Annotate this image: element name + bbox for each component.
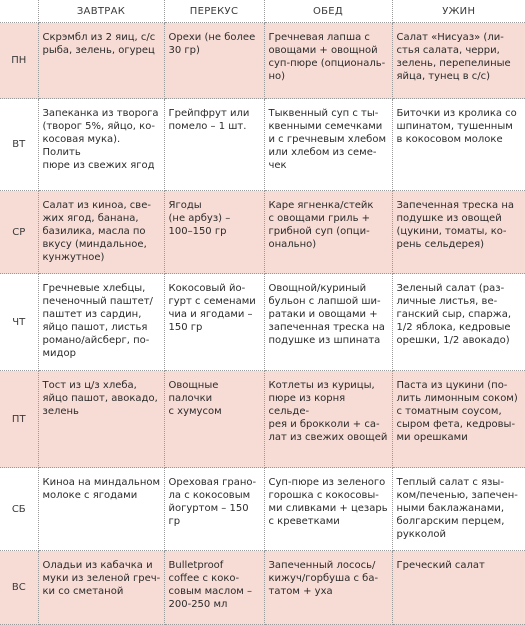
- header-row: [0, 0, 525, 23]
- dinner-text: Салат «Нисуаз» (ли- стья салата, черри, зелень, перепелиные яйца, тунец в с/с): [393, 23, 525, 87]
- breakfast-cell: [38, 274, 164, 371]
- breakfast-text: Запеканка из творога (творог 5%, яйцо, ко- косовая мука). Полить пюре из свежих ягод: [39, 99, 164, 176]
- day-label: ВТ: [0, 99, 38, 191]
- header-dinner: УЖИН: [392, 0, 525, 23]
- header-day: [0, 0, 38, 23]
- day-label: СР: [0, 191, 38, 274]
- breakfast-text: Скрэмбл из 2 яиц, с/с рыба, зелень, огурец: [39, 23, 164, 61]
- lunch-text: Котлеты из курицы, пюре из корня сельде- рея и брокколи + са- лат из свежих овощей: [265, 371, 392, 448]
- dinner-cell: [392, 551, 525, 625]
- day-label: ПН: [0, 23, 38, 99]
- day-row-sun: [0, 551, 525, 625]
- lunch-text: Каре ягненка/стейк с овощами гриль + грибной суп (опци- онально): [265, 191, 392, 255]
- snack-cell: [164, 274, 264, 371]
- lunch-cell: [264, 371, 392, 468]
- lunch-cell: [264, 468, 392, 551]
- header-snack: ПЕРЕКУС: [164, 0, 264, 23]
- breakfast-cell: [38, 468, 164, 551]
- lunch-cell: [264, 274, 392, 371]
- dinner-cell: [392, 371, 525, 468]
- dinner-text: Зеленый салат (раз- личные листья, ве- ганский сыр, спаржа, 1/2 яблока, кедровые орешки, 1/2 авокадо): [393, 274, 525, 351]
- lunch-cell: [264, 99, 392, 191]
- snack-cell: [164, 371, 264, 468]
- day-label: СБ: [0, 468, 38, 551]
- day-row-thu: [0, 274, 525, 371]
- dinner-cell: [392, 274, 525, 371]
- lunch-text: Запеченный лосось/ кижуч/горбуша с ба- татом + уха: [265, 551, 392, 602]
- breakfast-cell: [38, 551, 164, 625]
- snack-text: Кокосовый йо- гурт с семенами чиа и ягодами – 150 гр: [165, 274, 264, 338]
- breakfast-text: Оладьи из кабачка и муки из зеленой греч- ки со сметаной: [39, 551, 164, 602]
- breakfast-text: Салат из киноа, све- жих ягод, банана, базилика, масла по вкусу (миндальное, кунжутное): [39, 191, 164, 268]
- day-label: ВС: [0, 551, 38, 625]
- lunch-text: Тыквенный суп с ты- квенными семечками и с гречневым хлебом или хлебом из семе- чек: [265, 99, 392, 176]
- day-row-sat: [0, 468, 525, 551]
- lunch-text: Овощной/куриный бульон с лапшой ши- ратаки и овощами + запеченная треска на подушке из шпината: [265, 274, 392, 351]
- snack-cell: [164, 99, 264, 191]
- snack-text: Bulletproof coffee с коко- совым маслом – 200-250 мл: [165, 551, 264, 615]
- lunch-cell: [264, 191, 392, 274]
- dinner-text: Запеченная треска на подушке из овощей (цукини, томаты, ко- рень сельдерея): [393, 191, 525, 255]
- breakfast-cell: [38, 99, 164, 191]
- dinner-cell: [392, 191, 525, 274]
- header-breakfast: ЗАВТРАК: [38, 0, 164, 23]
- breakfast-text: Киноа на миндальном молоке с ягодами: [39, 468, 164, 506]
- breakfast-cell: [38, 371, 164, 468]
- snack-cell: [164, 551, 264, 625]
- snack-cell: [164, 191, 264, 274]
- snack-text: Овощные палочки с хумусом: [165, 371, 264, 422]
- day-row-fri: [0, 371, 525, 468]
- day-row-mon: [0, 23, 525, 99]
- snack-text: Ореховая грано- ла с кокосовым йогуртом – 150 гр: [165, 468, 264, 532]
- dinner-cell: [392, 468, 525, 551]
- day-row-tue: [0, 99, 525, 191]
- lunch-text: Гречневая лапша с овощами + овощной суп-пюре (опциональ- но): [265, 23, 392, 87]
- dinner-text: Паста из цукини (по- лить лимонным соком) с томатным соусом, сыром фета, кедровы- ми орешками: [393, 371, 525, 448]
- lunch-text: Суп-пюре из зеленого горошка с кокосовы- ми сливками + цезарь с креветками: [265, 468, 392, 532]
- day-label: ЧТ: [0, 274, 38, 371]
- day-row-wed: [0, 191, 525, 274]
- dinner-cell: [392, 23, 525, 99]
- snack-text: Грейпфрут или помело – 1 шт.: [165, 99, 264, 137]
- dinner-text: Биточки из кролика со шпинатом, тушенным в кокосовом молоке: [393, 99, 525, 150]
- snack-cell: [164, 23, 264, 99]
- snack-cell: [164, 468, 264, 551]
- breakfast-cell: [38, 191, 164, 274]
- breakfast-cell: [38, 23, 164, 99]
- breakfast-text: Тост из ц/з хлеба, яйцо пашот, авокадо, зелень: [39, 371, 164, 422]
- day-label: ПТ: [0, 371, 38, 468]
- dinner-text: Теплый салат с язы- ком/печенью, запечен- ными баклажанами, болгарским перцем, рукколой: [393, 468, 525, 545]
- snack-text: Орехи (не более 30 гр): [165, 23, 264, 61]
- dinner-cell: [392, 99, 525, 191]
- dinner-text: Греческий салат: [393, 551, 525, 576]
- lunch-cell: [264, 23, 392, 99]
- snack-text: Ягоды (не арбуз) – 100–150 гр: [165, 191, 264, 242]
- breakfast-text: Гречневые хлебцы, печеночный паштет/ паштет из сардин, яйцо пашот, листья романо/айсберг, по- мидор: [39, 274, 164, 364]
- lunch-cell: [264, 551, 392, 625]
- header-lunch: ОБЕД: [264, 0, 392, 23]
